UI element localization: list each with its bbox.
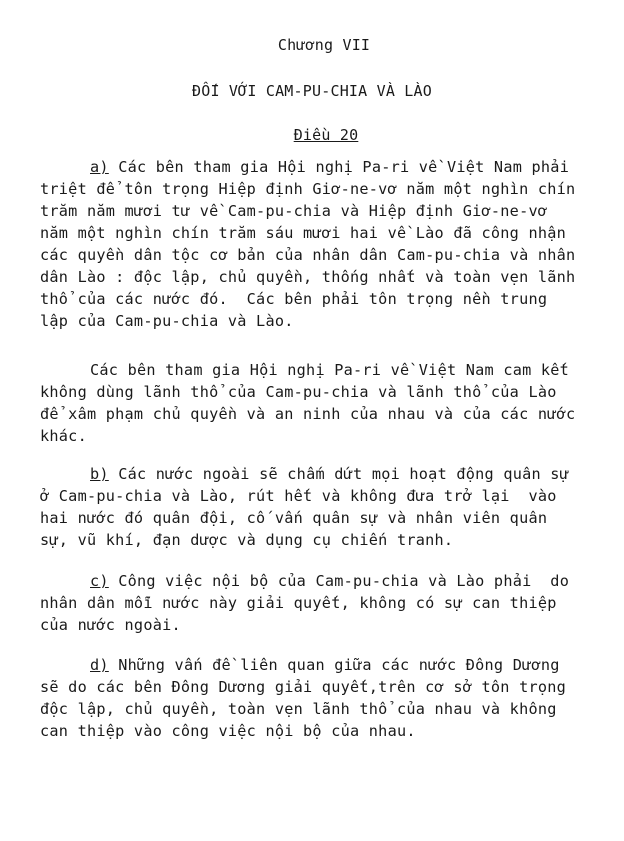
paragraph-line: của nước ngoài. bbox=[40, 616, 181, 634]
paragraph-c bbox=[40, 570, 605, 636]
paragraph-text: Các nước ngoài sẽ chấm dứt mọi hoạt động quân sự bbox=[108, 465, 570, 483]
paragraph-a bbox=[40, 156, 605, 332]
chapter-title: ĐỐI VỚI CAM-PU-CHIA VÀ LÀO bbox=[192, 82, 432, 100]
paragraph-text: Công việc nội bộ của Cam-pu-chia và Lào phải do bbox=[108, 572, 570, 590]
paragraph-line bbox=[40, 156, 605, 178]
article-heading: Điều 20 bbox=[293, 126, 359, 144]
paragraph-marker: c) bbox=[90, 572, 109, 590]
paragraph-line bbox=[40, 570, 605, 592]
paragraph-line: Các bên tham gia Hội nghị Pa-ri về Việt Nam cam kết bbox=[90, 361, 570, 379]
paragraph-line bbox=[40, 654, 605, 676]
paragraph-marker: b) bbox=[90, 465, 109, 483]
paragraph-text: Các bên tham gia Hội nghị Pa-ri về Việt Nam phải bbox=[108, 158, 570, 176]
paragraph-a-continued bbox=[40, 359, 605, 447]
paragraph-line: độc lập, chủ quyền, toàn vẹn lãnh thổ của nhau và không bbox=[40, 700, 557, 718]
paragraph-line: sự, vũ khí, đạn dược và dụng cụ chiến tranh. bbox=[40, 531, 454, 549]
paragraph-line: ở Cam-pu-chia và Lào, rút hết và không đưa trở lại vào bbox=[40, 487, 557, 505]
paragraph-marker: a) bbox=[90, 158, 109, 176]
paragraph-line: thổ của các nước đó. Các bên phải tôn trọng nền trung bbox=[40, 290, 548, 308]
paragraph-line: để xâm phạm chủ quyền và an ninh của nhau và của các nước bbox=[40, 405, 576, 423]
paragraph-b bbox=[40, 463, 605, 551]
paragraph-line: khác. bbox=[40, 427, 87, 445]
paragraph-line: nhân dân mỗi nước này giải quyết, không có sự can thiệp bbox=[40, 594, 557, 612]
paragraph-line: trăm năm mươi tư về Cam-pu-chia và Hiệp định Giơ-ne-vơ bbox=[40, 202, 548, 220]
paragraph-line: lập của Cam-pu-chia và Lào. bbox=[40, 312, 294, 330]
paragraph-line: năm một nghìn chín trăm sáu mươi hai về Lào đã công nhận bbox=[40, 224, 567, 242]
chapter-heading: Chương VII bbox=[277, 36, 371, 54]
paragraph-line: các quyền dân tộc cơ bản của nhân dân Cam-pu-chia và nhân bbox=[40, 246, 576, 264]
paragraph-line: can thiệp vào công việc nội bộ của nhau. bbox=[40, 722, 416, 740]
paragraph-d bbox=[40, 654, 605, 742]
paragraph-line: triệt để tôn trọng Hiệp định Giơ-ne-vơ năm một nghìn chín bbox=[40, 180, 576, 198]
paragraph-line: sẽ do các bên Đông Dương giải quyết,trên cơ sở tôn trọng bbox=[40, 678, 567, 696]
paragraph-line bbox=[40, 463, 605, 485]
paragraph-line: dân Lào : độc lập, chủ quyền, thống nhất và toàn vẹn lãnh bbox=[40, 268, 576, 286]
paragraph-line: hai nước đó quân đội, cố vấn quân sự và nhân viên quân bbox=[40, 509, 548, 527]
paragraph-line: không dùng lãnh thổ của Cam-pu-chia và lãnh thổ của Lào bbox=[40, 383, 557, 401]
paragraph-marker: d) bbox=[90, 656, 109, 674]
paragraph-text: Những vấn đề liên quan giữa các nước Đông Dương bbox=[108, 656, 560, 674]
